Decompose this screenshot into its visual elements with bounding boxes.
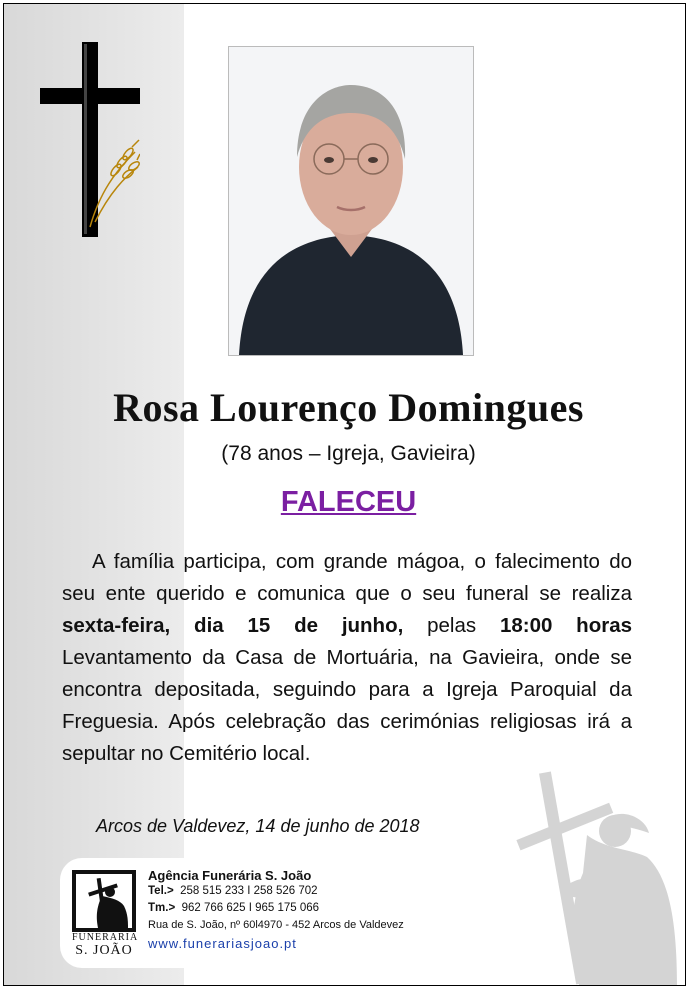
obituary-card [3, 3, 686, 986]
tel-row [148, 885, 404, 902]
announcement-text [62, 546, 632, 770]
age-and-place: (78 anos – Igreja, Gavieira) [221, 442, 476, 465]
agency-title: Agência Funerária S. João [148, 868, 312, 883]
tel-label: Tel.> [148, 885, 174, 897]
tm-row [148, 902, 404, 919]
tm-numbers: 962 766 625 I 965 175 066 [181, 902, 320, 914]
cross-icon [40, 42, 140, 242]
mourner-silhouette [505, 765, 685, 985]
agency-address: Rua de S. João, nº 60l4970 - 452 Arcos de Valdevez [148, 919, 404, 931]
agency-contacts [148, 868, 404, 953]
funeral-time: 18:00 horas [499, 614, 632, 637]
deceased-name: Rosa Lourenço Domingues [113, 385, 584, 430]
tm-label: Tm.> [148, 902, 176, 914]
dateline: Arcos de Valdevez, 14 de junho de 2018 [96, 816, 420, 836]
agency-logo [72, 870, 139, 958]
body-text-mid: pelas [403, 614, 500, 637]
tel-numbers: 258 515 233 I 258 526 702 [180, 885, 318, 897]
body-text-rest: Levantamento da Casa de Mortuária, na Gavieira, onde se encontra depositada, seguindo para a Igreja Paroquial da Freguesia. Após celebração das cerimónias religiosas irá a sepultar no Cemitério local. [62, 646, 632, 765]
logo-text-sjoao: S. JOÃO [75, 943, 133, 958]
body-text-start: A família participa, com grande mágoa, o falecimento do seu ente querido e comunica que o seu funeral se realiza [62, 550, 632, 605]
faleceu-heading: FALECEU [280, 486, 417, 518]
logo-emblem [72, 870, 136, 932]
agency-box [60, 858, 446, 968]
funeral-date: sexta-feira, dia 15 de junho, [62, 614, 404, 637]
agency-website-link[interactable]: www.funerariasjoao.pt [148, 936, 297, 951]
portrait-photo [228, 46, 474, 356]
logo-text-funeraria: FUNERARIA [72, 932, 139, 943]
